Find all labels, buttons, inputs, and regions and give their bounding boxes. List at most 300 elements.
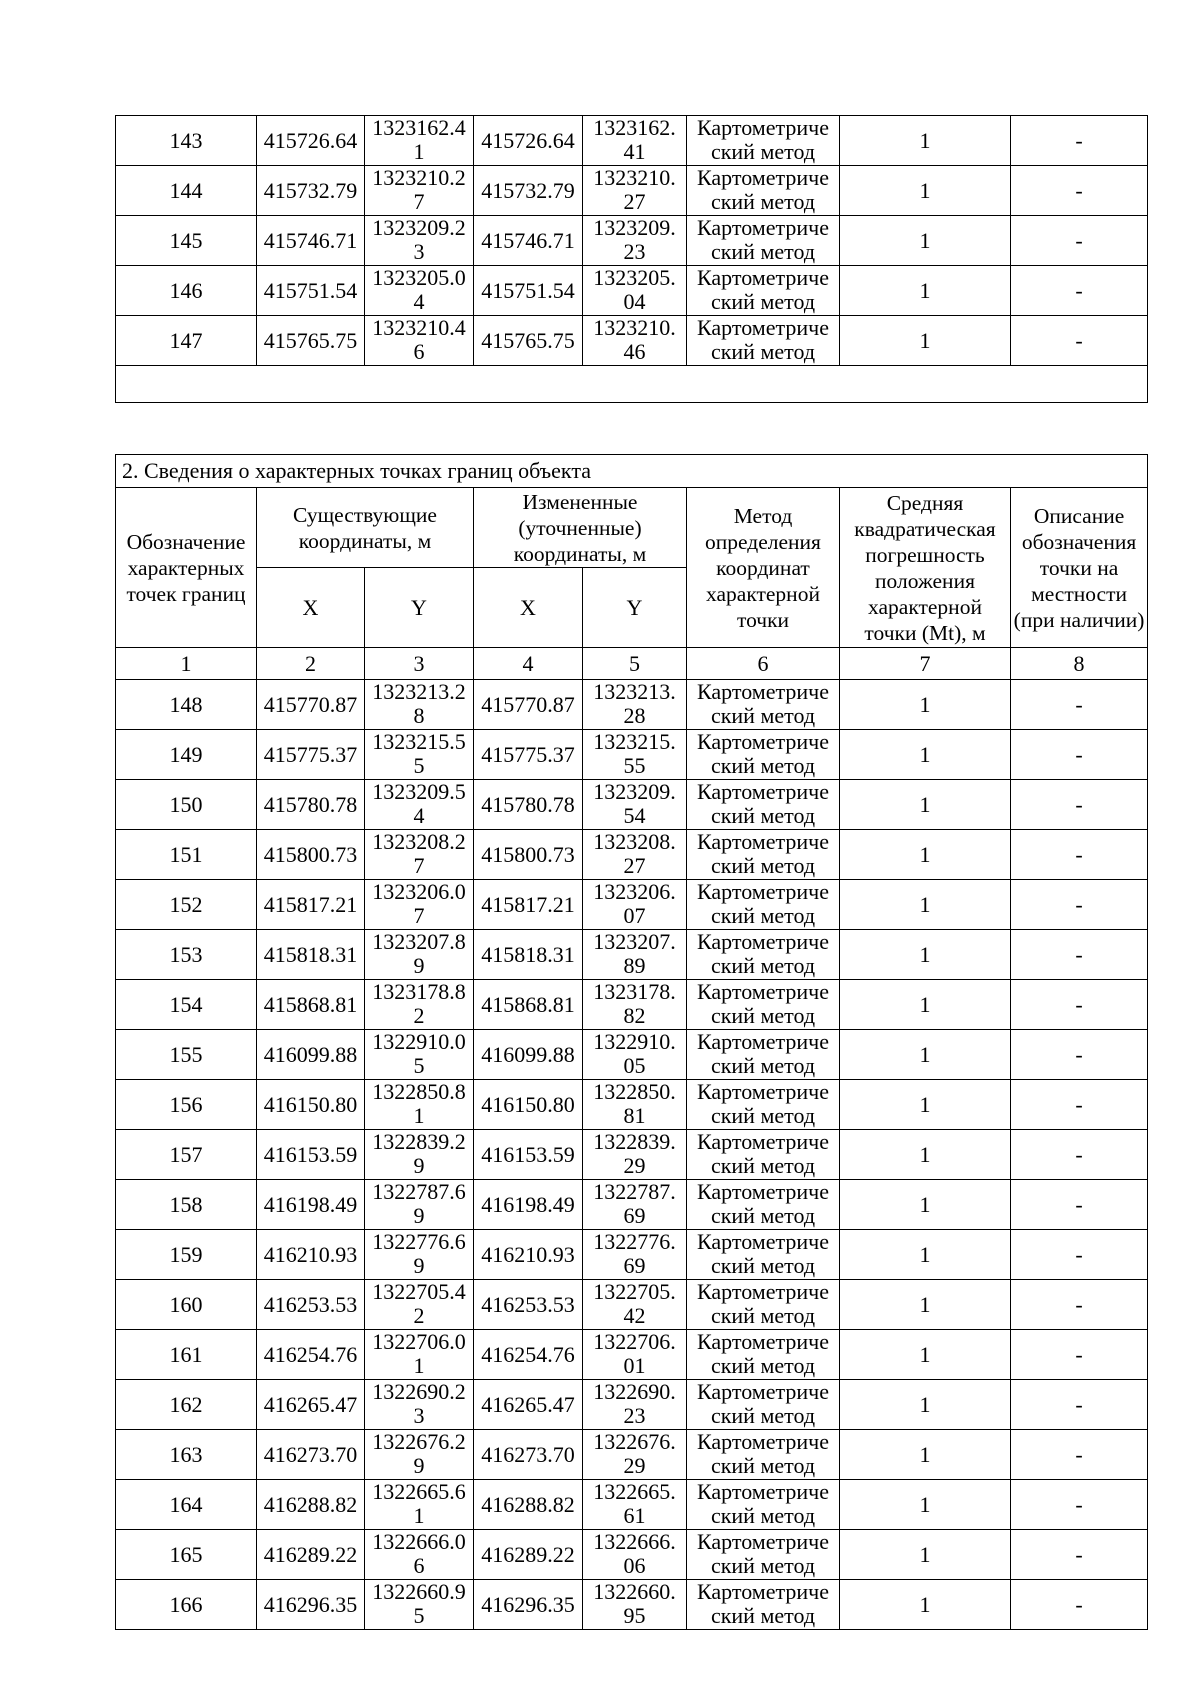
existing-x-cell: 416296.35	[257, 1580, 365, 1630]
method-cell-line1: Картометриче	[697, 1230, 829, 1254]
changed-x-cell: 416296.35	[474, 1580, 583, 1630]
existing-y-cell-line2: 2	[413, 1003, 425, 1028]
method-cell-line2: ский метод	[710, 903, 816, 928]
table2-body	[116, 680, 1148, 1630]
table-row	[116, 830, 1148, 880]
method-cell	[687, 1580, 840, 1630]
existing-y-cell-line1: 1322690.2	[372, 1380, 466, 1404]
existing-y-cell-line1: 1323208.2	[372, 830, 466, 854]
method-cell-line2: ский метод	[710, 703, 816, 728]
method-cell	[687, 780, 840, 830]
existing-y-cell	[365, 1580, 474, 1630]
method-cell	[687, 1180, 840, 1230]
table-row	[116, 166, 1148, 216]
column-numbers-row	[116, 648, 1148, 680]
changed-x-cell: 415732.79	[474, 166, 583, 216]
existing-y-cell-line2: 8	[413, 703, 425, 728]
existing-y-cell-line2: 6	[413, 339, 425, 364]
table1-body	[116, 116, 1148, 403]
table-row	[116, 1230, 1148, 1280]
existing-y-cell-line2: 7	[413, 853, 425, 878]
table-row	[116, 1430, 1148, 1480]
description-cell: -	[1011, 1030, 1148, 1080]
column-number-cell: 4	[474, 648, 583, 680]
method-cell-line1: Картометриче	[697, 166, 829, 190]
description-cell: -	[1011, 930, 1148, 980]
changed-y-cell-line1: 1322787.	[593, 1180, 676, 1204]
changed-y-cell	[583, 1330, 687, 1380]
existing-y-cell	[365, 730, 474, 780]
changed-y-cell-line1: 1323206.	[593, 880, 676, 904]
existing-y-cell	[365, 1180, 474, 1230]
description-cell: -	[1011, 116, 1148, 166]
mt-cell: 1	[840, 1480, 1011, 1530]
description-cell: -	[1011, 980, 1148, 1030]
existing-y-cell-line2: 6	[413, 1553, 425, 1578]
method-cell-line2: ский метод	[710, 1153, 816, 1178]
method-cell	[687, 980, 840, 1030]
changed-y-cell	[583, 1230, 687, 1280]
method-cell-line1: Картометриче	[697, 680, 829, 704]
method-cell-line1: Картометриче	[697, 1580, 829, 1604]
method-cell	[687, 1530, 840, 1580]
changed-x-cell: 415800.73	[474, 830, 583, 880]
method-cell	[687, 166, 840, 216]
existing-y-cell-line1: 1322839.2	[372, 1130, 466, 1154]
changed-x-cell: 415770.87	[474, 680, 583, 730]
changed-y-cell-line2: 29	[623, 1153, 646, 1178]
description-cell: -	[1011, 1480, 1148, 1530]
method-cell-line2: ский метод	[710, 1103, 816, 1128]
changed-y-cell	[583, 930, 687, 980]
existing-y-cell	[365, 1330, 474, 1380]
method-cell	[687, 1480, 840, 1530]
existing-y-cell-line2: 9	[413, 1153, 425, 1178]
changed-y-cell	[583, 880, 687, 930]
empty-row	[116, 366, 1148, 403]
existing-x-cell: 415746.71	[257, 216, 365, 266]
mt-cell: 1	[840, 1580, 1011, 1630]
changed-y-cell-line1: 1322705.	[593, 1280, 676, 1304]
header-point-designation: Обозначение характерных точек границ	[116, 488, 257, 648]
method-cell-line1: Картометриче	[697, 980, 829, 1004]
point-id-cell: 156	[116, 1080, 257, 1130]
method-cell	[687, 1080, 840, 1130]
table-row	[116, 1530, 1148, 1580]
point-id-cell: 162	[116, 1380, 257, 1430]
changed-y-cell-line2: 81	[623, 1103, 646, 1128]
method-cell	[687, 930, 840, 980]
description-cell: -	[1011, 1380, 1148, 1430]
existing-y-cell-line2: 1	[413, 1103, 425, 1128]
table-row	[116, 266, 1148, 316]
existing-x-cell: 415765.75	[257, 316, 365, 366]
description-cell: -	[1011, 266, 1148, 316]
description-cell: -	[1011, 1580, 1148, 1630]
changed-x-cell: 415780.78	[474, 780, 583, 830]
method-cell	[687, 1030, 840, 1080]
existing-y-cell	[365, 316, 474, 366]
existing-x-cell: 416288.82	[257, 1480, 365, 1530]
existing-y-cell	[365, 1480, 474, 1530]
existing-y-cell-line1: 1322787.6	[372, 1180, 466, 1204]
column-number-cell: 7	[840, 648, 1011, 680]
table-row	[116, 680, 1148, 730]
existing-y-cell-line2: 9	[413, 1453, 425, 1478]
existing-y-cell-line1: 1323206.0	[372, 880, 466, 904]
changed-x-cell: 415775.37	[474, 730, 583, 780]
existing-y-cell	[365, 780, 474, 830]
changed-x-cell: 415746.71	[474, 216, 583, 266]
changed-y-cell-line1: 1322850.	[593, 1080, 676, 1104]
existing-x-cell: 416289.22	[257, 1530, 365, 1580]
existing-x-cell: 415770.87	[257, 680, 365, 730]
changed-x-cell: 415868.81	[474, 980, 583, 1030]
method-cell-line1: Картометриче	[697, 1080, 829, 1104]
method-cell-line2: ский метод	[710, 753, 816, 778]
existing-x-cell: 416265.47	[257, 1380, 365, 1430]
changed-y-cell-line1: 1323207.	[593, 930, 676, 954]
method-cell-line2: ский метод	[710, 1603, 816, 1628]
changed-x-cell: 416210.93	[474, 1230, 583, 1280]
description-cell: -	[1011, 1280, 1148, 1330]
existing-y-cell	[365, 1530, 474, 1580]
changed-y-cell-line2: 05	[623, 1053, 646, 1078]
mt-cell: 1	[840, 166, 1011, 216]
method-cell	[687, 316, 840, 366]
existing-x-cell: 415780.78	[257, 780, 365, 830]
changed-x-cell: 416273.70	[474, 1430, 583, 1480]
existing-y-cell-line1: 1322676.2	[372, 1430, 466, 1454]
existing-x-cell: 415817.21	[257, 880, 365, 930]
changed-y-cell-line1: 1322839.	[593, 1130, 676, 1154]
header-y-existing: Y	[365, 568, 474, 648]
column-number-cell: 2	[257, 648, 365, 680]
header-y-changed: Y	[583, 568, 687, 648]
existing-x-cell: 415800.73	[257, 830, 365, 880]
mt-cell: 1	[840, 1380, 1011, 1430]
point-id-cell: 164	[116, 1480, 257, 1530]
existing-y-cell	[365, 1080, 474, 1130]
changed-y-cell-line2: 23	[623, 239, 646, 264]
method-cell-line2: ский метод	[710, 1353, 816, 1378]
existing-y-cell	[365, 266, 474, 316]
table-row	[116, 1380, 1148, 1430]
method-cell-line1: Картометриче	[697, 1180, 829, 1204]
method-cell-line1: Картометриче	[697, 1130, 829, 1154]
changed-x-cell: 415726.64	[474, 116, 583, 166]
existing-x-cell: 416254.76	[257, 1330, 365, 1380]
existing-y-cell-line2: 5	[413, 753, 425, 778]
changed-x-cell: 416288.82	[474, 1480, 583, 1530]
coordinates-table-continued	[115, 115, 1148, 403]
existing-y-cell-line1: 1322776.6	[372, 1230, 466, 1254]
method-cell	[687, 216, 840, 266]
changed-x-cell: 415765.75	[474, 316, 583, 366]
method-cell-line1: Картометриче	[697, 1030, 829, 1054]
existing-x-cell: 416198.49	[257, 1180, 365, 1230]
changed-y-cell	[583, 1280, 687, 1330]
existing-x-cell: 415732.79	[257, 166, 365, 216]
table-row	[116, 1180, 1148, 1230]
changed-y-cell-line1: 1323205.	[593, 266, 676, 290]
table-row	[116, 216, 1148, 266]
description-cell: -	[1011, 730, 1148, 780]
point-id-cell: 144	[116, 166, 257, 216]
existing-y-cell	[365, 680, 474, 730]
mt-cell: 1	[840, 1430, 1011, 1480]
existing-y-cell-line1: 1323215.5	[372, 730, 466, 754]
method-cell-line1: Картометриче	[697, 1480, 829, 1504]
existing-y-cell-line1: 1323178.8	[372, 980, 466, 1004]
method-cell-line2: ский метод	[710, 1503, 816, 1528]
point-id-cell: 163	[116, 1430, 257, 1480]
existing-y-cell-line2: 1	[413, 1503, 425, 1528]
method-cell-line1: Картометриче	[697, 1330, 829, 1354]
header-x-changed: X	[474, 568, 583, 648]
existing-y-cell-line1: 1323210.4	[372, 316, 466, 340]
point-id-cell: 148	[116, 680, 257, 730]
changed-y-cell	[583, 1030, 687, 1080]
header-method: Метод определения координат характерной точки	[687, 488, 840, 648]
mt-cell: 1	[840, 980, 1011, 1030]
changed-y-cell-line1: 1323213.	[593, 680, 676, 704]
changed-x-cell: 416099.88	[474, 1030, 583, 1080]
method-cell-line2: ский метод	[710, 953, 816, 978]
description-cell: -	[1011, 680, 1148, 730]
existing-x-cell: 416210.93	[257, 1230, 365, 1280]
existing-y-cell-line1: 1322910.0	[372, 1030, 466, 1054]
changed-y-cell	[583, 116, 687, 166]
changed-y-cell-line1: 1323162.	[593, 116, 676, 140]
method-cell-line1: Картометриче	[697, 880, 829, 904]
existing-y-cell-line2: 9	[413, 1253, 425, 1278]
changed-y-cell-line1: 1322666.	[593, 1530, 676, 1554]
existing-y-cell-line2: 2	[413, 1303, 425, 1328]
method-cell-line2: ский метод	[710, 289, 816, 314]
mt-cell: 1	[840, 1080, 1011, 1130]
existing-x-cell: 416253.53	[257, 1280, 365, 1330]
changed-y-cell-line2: 46	[623, 339, 646, 364]
existing-y-cell-line1: 1323209.2	[372, 216, 466, 240]
existing-y-cell-line2: 5	[413, 1603, 425, 1628]
existing-x-cell: 416153.59	[257, 1130, 365, 1180]
existing-y-cell-line1: 1323205.0	[372, 266, 466, 290]
table-row	[116, 780, 1148, 830]
column-number-cell: 6	[687, 648, 840, 680]
existing-y-cell	[365, 980, 474, 1030]
mt-cell: 1	[840, 1280, 1011, 1330]
existing-y-cell	[365, 116, 474, 166]
method-cell	[687, 1330, 840, 1380]
changed-x-cell: 416254.76	[474, 1330, 583, 1380]
point-id-cell: 151	[116, 830, 257, 880]
changed-y-cell-line1: 1322676.	[593, 1430, 676, 1454]
existing-y-cell-line1: 1323162.4	[372, 116, 466, 140]
method-cell-line2: ский метод	[710, 853, 816, 878]
method-cell-line2: ский метод	[710, 1003, 816, 1028]
method-cell	[687, 266, 840, 316]
method-cell	[687, 730, 840, 780]
method-cell-line2: ский метод	[710, 1453, 816, 1478]
header-description: Описание обозначения точки на местности (при наличии)	[1011, 488, 1148, 648]
existing-y-cell	[365, 216, 474, 266]
method-cell-line1: Картометриче	[697, 830, 829, 854]
changed-y-cell-line2: 29	[623, 1453, 646, 1478]
point-id-cell: 150	[116, 780, 257, 830]
existing-y-cell	[365, 1130, 474, 1180]
changed-y-cell-line1: 1323210.	[593, 316, 676, 340]
method-cell-line2: ский метод	[710, 339, 816, 364]
boundary-points-table	[115, 454, 1148, 1630]
method-cell-line1: Картометриче	[697, 216, 829, 240]
changed-y-cell	[583, 1430, 687, 1480]
mt-cell: 1	[840, 1230, 1011, 1280]
method-cell-line1: Картометриче	[697, 316, 829, 340]
table-row	[116, 316, 1148, 366]
changed-y-cell	[583, 1530, 687, 1580]
changed-y-cell	[583, 316, 687, 366]
existing-x-cell: 415726.64	[257, 116, 365, 166]
changed-y-cell-line2: 55	[623, 753, 646, 778]
method-cell-line2: ский метод	[710, 803, 816, 828]
mt-cell: 1	[840, 780, 1011, 830]
description-cell: -	[1011, 166, 1148, 216]
changed-x-cell: 416150.80	[474, 1080, 583, 1130]
mt-cell: 1	[840, 1180, 1011, 1230]
point-id-cell: 154	[116, 980, 257, 1030]
changed-y-cell-line2: 23	[623, 1403, 646, 1428]
existing-y-cell	[365, 930, 474, 980]
method-cell	[687, 116, 840, 166]
description-cell: -	[1011, 1530, 1148, 1580]
description-cell: -	[1011, 1230, 1148, 1280]
mt-cell: 1	[840, 1530, 1011, 1580]
existing-y-cell	[365, 1380, 474, 1430]
existing-y-cell-line2: 3	[413, 1403, 425, 1428]
changed-y-cell-line2: 89	[623, 953, 646, 978]
mt-cell: 1	[840, 1130, 1011, 1180]
existing-y-cell-line1: 1323209.5	[372, 780, 466, 804]
header-x-existing: X	[257, 568, 365, 648]
method-cell-line2: ский метод	[710, 1403, 816, 1428]
method-cell-line1: Картометриче	[697, 1530, 829, 1554]
mt-cell: 1	[840, 1330, 1011, 1380]
changed-y-cell-line2: 04	[623, 289, 646, 314]
method-cell	[687, 880, 840, 930]
table-row	[116, 116, 1148, 166]
changed-y-cell-line2: 27	[623, 189, 646, 214]
existing-x-cell: 416150.80	[257, 1080, 365, 1130]
changed-x-cell: 416153.59	[474, 1130, 583, 1180]
changed-y-cell-line2: 27	[623, 853, 646, 878]
changed-y-cell	[583, 266, 687, 316]
column-number-cell: 1	[116, 648, 257, 680]
changed-y-cell-line2: 06	[623, 1553, 646, 1578]
existing-y-cell-line1: 1322660.9	[372, 1580, 466, 1604]
changed-y-cell-line2: 61	[623, 1503, 646, 1528]
changed-x-cell: 416253.53	[474, 1280, 583, 1330]
method-cell-line1: Картометриче	[697, 1380, 829, 1404]
point-id-cell: 147	[116, 316, 257, 366]
existing-y-cell-line2: 7	[413, 903, 425, 928]
changed-y-cell	[583, 680, 687, 730]
point-id-cell: 155	[116, 1030, 257, 1080]
changed-x-cell: 416265.47	[474, 1380, 583, 1430]
description-cell: -	[1011, 216, 1148, 266]
changed-y-cell-line1: 1323209.	[593, 780, 676, 804]
column-number-cell: 8	[1011, 648, 1148, 680]
method-cell-line1: Картометриче	[697, 1430, 829, 1454]
method-cell-line2: ский метод	[710, 1303, 816, 1328]
point-id-cell: 146	[116, 266, 257, 316]
changed-y-cell-line2: 42	[623, 1303, 646, 1328]
description-cell: -	[1011, 316, 1148, 366]
changed-y-cell	[583, 980, 687, 1030]
existing-y-cell	[365, 1280, 474, 1330]
method-cell-line2: ский метод	[710, 139, 816, 164]
existing-y-cell	[365, 1230, 474, 1280]
changed-y-cell-line2: 07	[623, 903, 646, 928]
changed-y-cell	[583, 1380, 687, 1430]
table-row	[116, 880, 1148, 930]
changed-y-cell-line1: 1322690.	[593, 1380, 676, 1404]
column-number-cell: 3	[365, 648, 474, 680]
existing-y-cell-line1: 1322665.6	[372, 1480, 466, 1504]
existing-y-cell-line2: 9	[413, 953, 425, 978]
changed-y-cell-line2: 54	[623, 803, 646, 828]
changed-y-cell-line1: 1323215.	[593, 730, 676, 754]
point-id-cell: 160	[116, 1280, 257, 1330]
changed-y-cell-line1: 1322910.	[593, 1030, 676, 1054]
method-cell-line1: Картометриче	[697, 266, 829, 290]
description-cell: -	[1011, 1180, 1148, 1230]
mt-cell: 1	[840, 830, 1011, 880]
changed-y-cell-line2: 41	[623, 139, 646, 164]
method-cell-line1: Картометриче	[697, 930, 829, 954]
changed-y-cell	[583, 1480, 687, 1530]
existing-y-cell	[365, 166, 474, 216]
changed-y-cell-line2: 28	[623, 703, 646, 728]
header-changed-coords: Измененные (уточненные) координаты, м	[474, 488, 687, 568]
method-cell	[687, 1280, 840, 1330]
existing-y-cell-line1: 1323213.2	[372, 680, 466, 704]
existing-y-cell-line2: 1	[413, 139, 425, 164]
changed-y-cell-line1: 1323178.	[593, 980, 676, 1004]
changed-y-cell-line1: 1322660.	[593, 1580, 676, 1604]
existing-y-cell-line2: 5	[413, 1053, 425, 1078]
mt-cell: 1	[840, 216, 1011, 266]
table-row	[116, 1330, 1148, 1380]
point-id-cell: 157	[116, 1130, 257, 1180]
header-existing-coords: Существующие координаты, м	[257, 488, 474, 568]
description-cell: -	[1011, 1430, 1148, 1480]
table-row	[116, 930, 1148, 980]
mt-cell: 1	[840, 730, 1011, 780]
changed-y-cell	[583, 216, 687, 266]
description-cell: -	[1011, 880, 1148, 930]
point-id-cell: 159	[116, 1230, 257, 1280]
existing-y-cell-line2: 4	[413, 803, 425, 828]
section-title: 2. Сведения о характерных точках границ объекта	[116, 455, 1148, 488]
existing-y-cell-line2: 9	[413, 1203, 425, 1228]
changed-y-cell-line2: 01	[623, 1353, 646, 1378]
existing-y-cell-line1: 1323207.8	[372, 930, 466, 954]
method-cell-line2: ский метод	[710, 1253, 816, 1278]
changed-y-cell	[583, 166, 687, 216]
header-mt: Средняя квадратическая погрешность положения характерной точки (Mt), м	[840, 488, 1011, 648]
table-row	[116, 1130, 1148, 1180]
